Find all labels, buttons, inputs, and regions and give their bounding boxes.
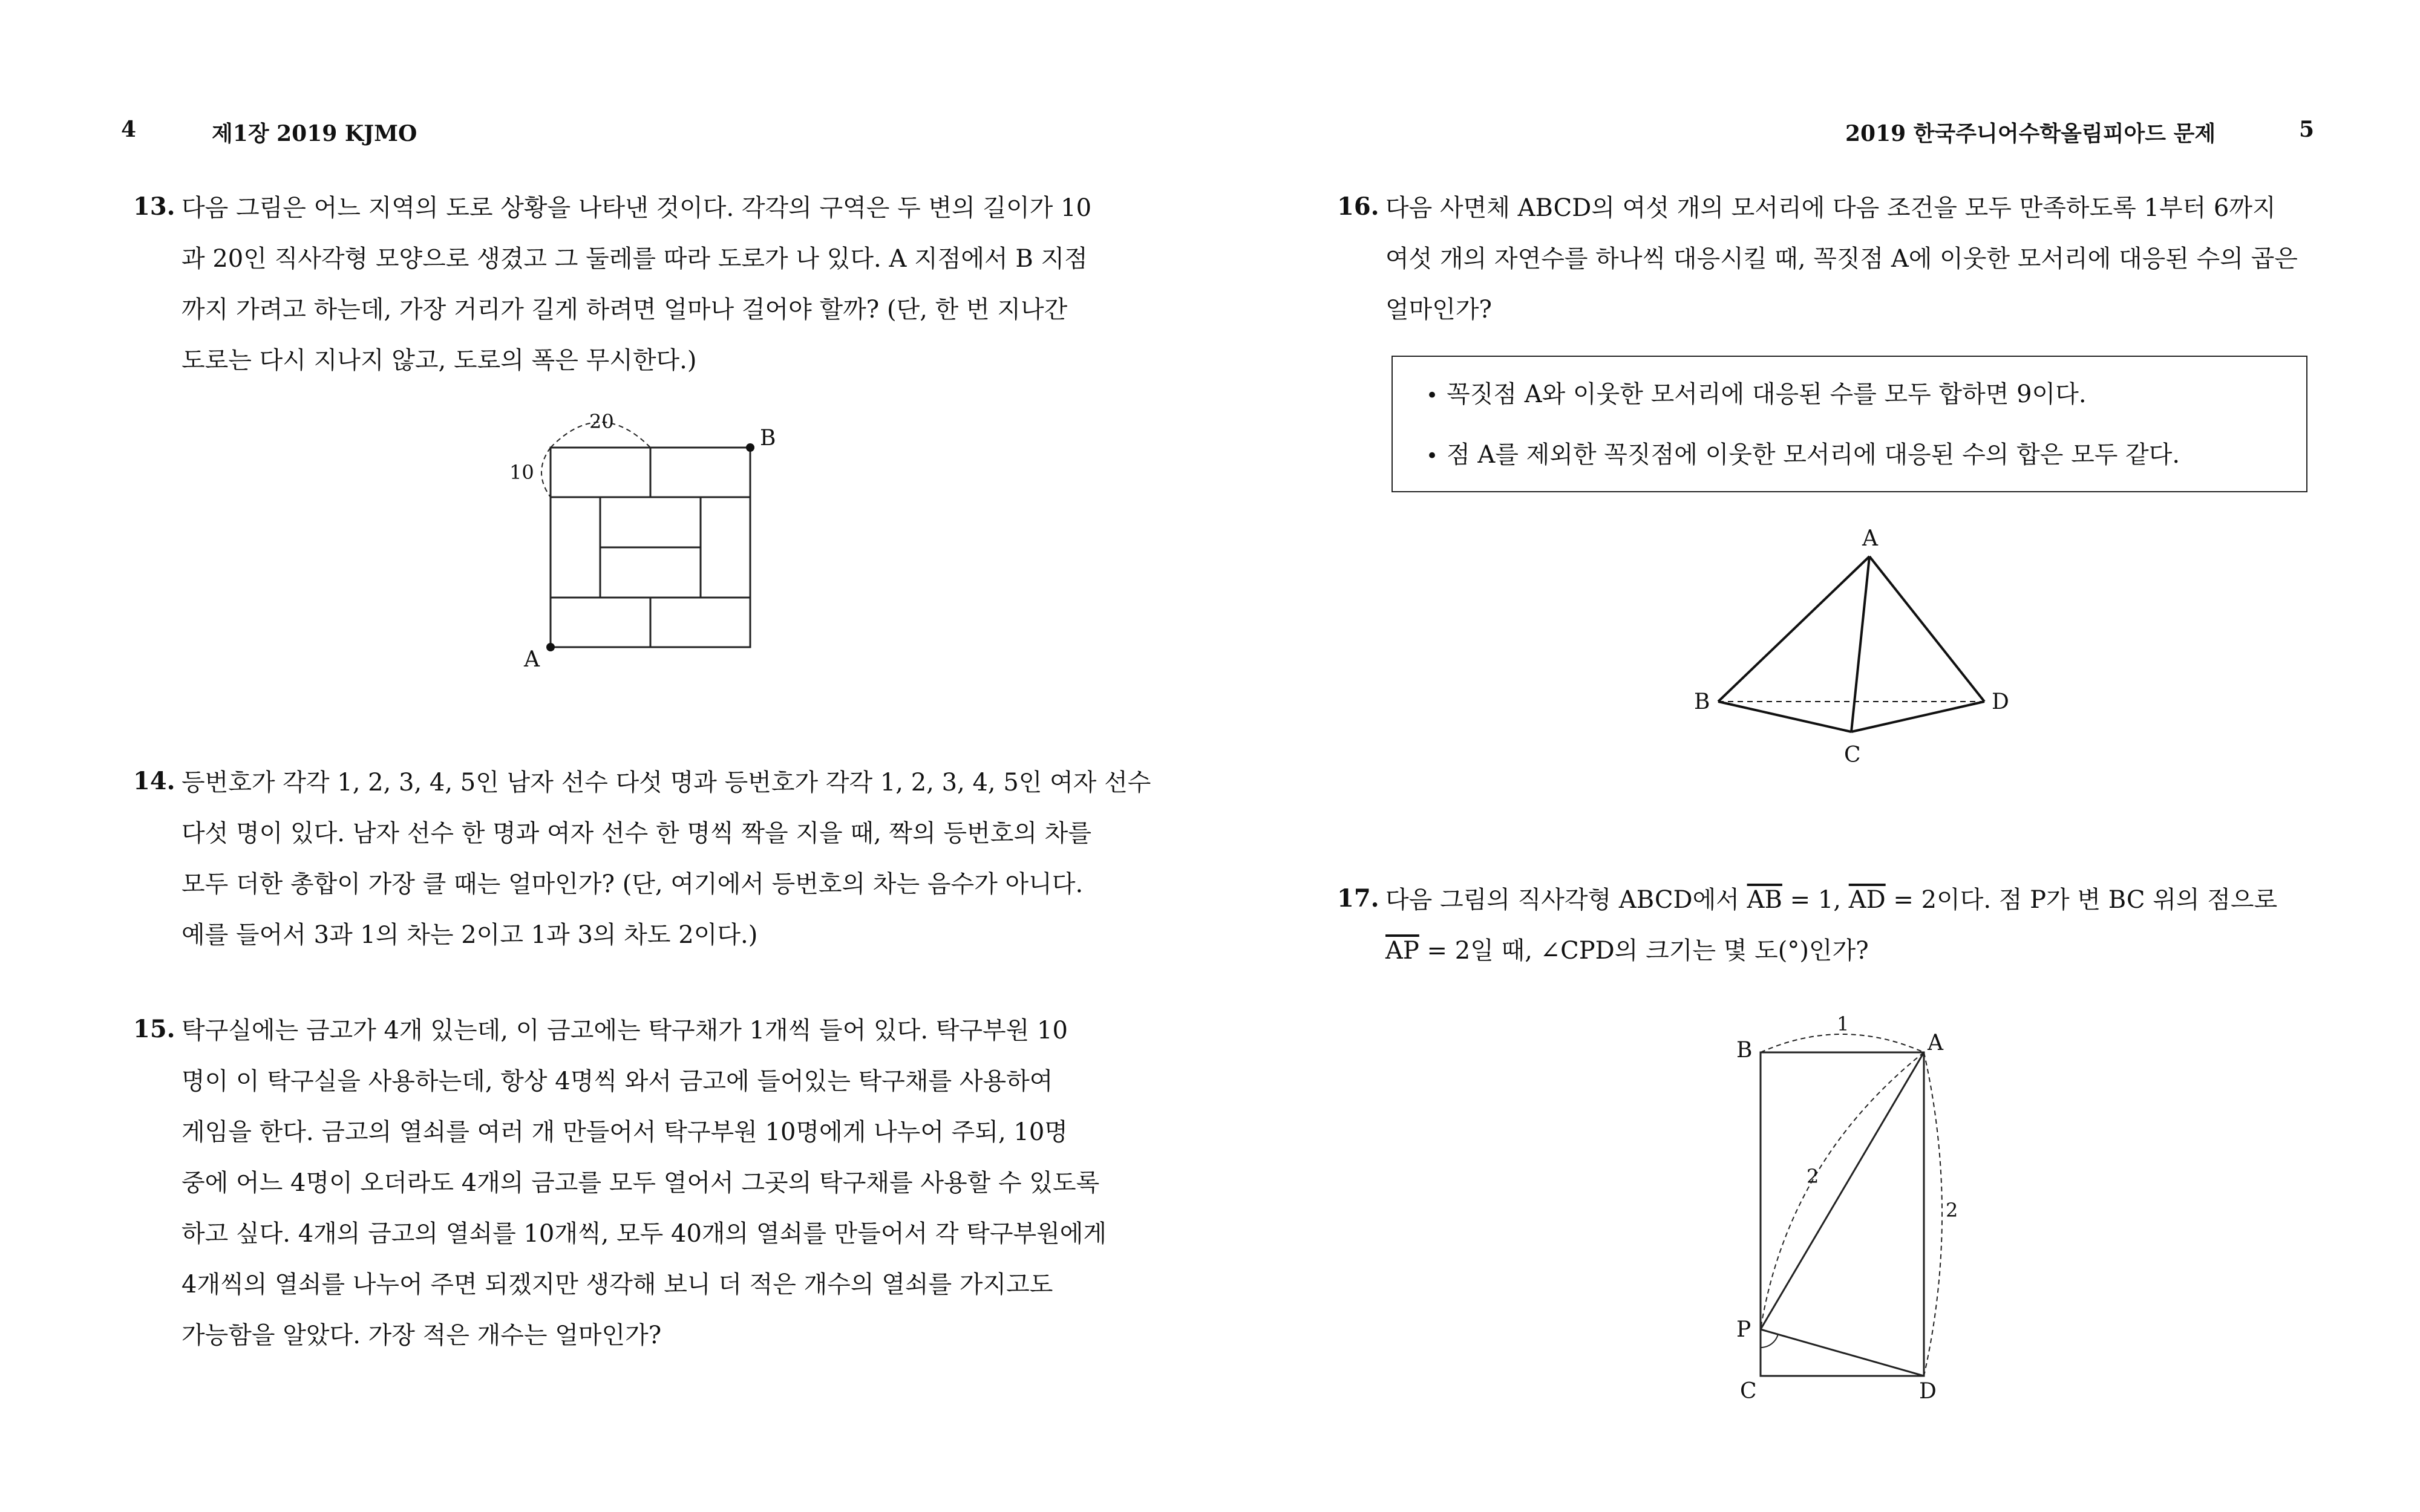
label-vertex-a: A: [1862, 526, 1878, 551]
label-ad-length: 2: [1946, 1199, 1958, 1222]
label-width-20: 20: [589, 410, 614, 433]
problem-text: [182, 1015, 1113, 1370]
problem-text: [182, 767, 1151, 970]
problem-line: 예를 들어서 3과 1의 차는 2이고 1과 3의 차도 2이다.): [182, 921, 758, 949]
segment-ab: $\overline{AB}$: [1747, 886, 1782, 914]
condition-text: 점 A를 제외한 꼭짓점에 이웃한 모서리에 대응된 수의 합은 모두 같다.: [1447, 441, 2180, 469]
problem-line: 등번호가 각각 1, 2, 3, 4, 5인 남자 선수 다섯 명과 등번호가 각각 1, 2, 3, 4, 5인 여자 선수: [182, 769, 1151, 797]
problem-line: 도로는 다시 지나지 않고, 도로의 폭은 무시한다.): [182, 347, 697, 374]
angle-cpd-mark: [1761, 1334, 1778, 1347]
right-page-number: 5: [2299, 117, 2315, 142]
label-ab-length: 1: [1837, 1012, 1849, 1035]
problem-line: [1385, 884, 2317, 935]
problem-line: [1385, 935, 2317, 986]
dimension-arc-ad: [1924, 1052, 1942, 1376]
tetrahedron-figure: [1670, 520, 2033, 774]
segment-ap: $\overline{AP}$: [1385, 937, 1419, 965]
label-vertex-d: D: [1992, 689, 2009, 714]
text-run: = 2이다. 점 P가 변 BC 위의 점으로: [1885, 886, 2278, 914]
text-run: = 1,: [1782, 886, 1849, 914]
segment-ad: $\overline{AD}$: [1848, 886, 1886, 914]
problem-line: 모두 더한 총합이 가장 클 때는 얼마인가? (단, 여기에서 등번호의 차는 음수가 아니다.: [182, 870, 1084, 898]
label-vertex-c: C: [1844, 743, 1861, 767]
text-run: 다음 그림의 직사각형 ABCD에서: [1385, 886, 1747, 914]
label-vertex-c: C: [1740, 1379, 1757, 1403]
label-height-10: 10: [509, 461, 534, 484]
problem-number: 13.: [133, 192, 175, 221]
label-vertex-d: D: [1919, 1379, 1937, 1403]
condition-text: 꼭짓점 A와 이웃한 모서리에 대응된 수를 모두 합하면 9이다.: [1447, 380, 2087, 408]
problem-line: 가능함을 알았다. 가장 적은 개수는 얼마인가?: [182, 1321, 662, 1349]
problem-line: 다섯 명이 있다. 남자 선수 한 명과 여자 선수 한 명씩 짝을 지을 때, 짝의 등번호의 차를: [182, 820, 1091, 847]
edge-ad: [1869, 556, 1984, 702]
problem-line: 중에 어느 4명이 오더라도 4개의 금고를 모두 열어서 그곳의 탁구채를 사용할 수 있도록: [182, 1169, 1100, 1197]
label-vertex-a: A: [1928, 1031, 1943, 1055]
dimension-arc-height: [541, 448, 551, 497]
problem-text: [1385, 884, 2317, 986]
label-vertex-b: B: [1736, 1038, 1753, 1063]
edge-ac: [1851, 556, 1869, 732]
bullet-icon: •: [1426, 444, 1439, 468]
problem-line: 다음 사면체 ABCD의 여섯 개의 모서리에 다음 조건을 모두 만족하도록 1부터 6까지: [1385, 194, 2276, 222]
problem-line: 과 20인 직사각형 모양으로 생겼고 그 둘레를 따라 도로가 나 있다. A 지점에서 B 지점: [182, 245, 1088, 273]
edge-ab: [1718, 556, 1869, 702]
label-point-p: P: [1736, 1317, 1751, 1342]
label-point-b: B: [760, 426, 776, 451]
problem-line: 명이 이 탁구실을 사용하는데, 항상 4명씩 와서 금고에 들어있는 탁구채를 사용하여: [182, 1067, 1053, 1095]
problem-line: 얼마인가?: [1385, 296, 1493, 324]
bullet-icon: •: [1426, 383, 1439, 408]
problem-line: 다음 그림은 어느 지역의 도로 상황을 나타낸 것이다. 각각의 구역은 두 변의 길이가 10: [182, 194, 1092, 222]
condition-item: [1426, 435, 2180, 470]
book-title: 2019 한국주니어수학올림피아드 문제: [1845, 121, 2216, 146]
conditions-box: [1392, 356, 2307, 492]
rectangle-figure: [1706, 1004, 1996, 1403]
problem-text: [182, 192, 1113, 396]
rectangle-abcd: [1761, 1052, 1924, 1376]
label-vertex-b: B: [1694, 689, 1710, 714]
problem-text: [1385, 192, 2317, 345]
problem-line: 게임을 한다. 금고의 열쇠를 여러 개 만들어서 탁구부원 10명에게 나누어 주되, 10명: [182, 1118, 1068, 1146]
problem-line: 까지 가려고 하는데, 가장 거리가 길게 하려면 얼마나 걸어야 할까? (단, 한 번 지나간: [182, 296, 1068, 324]
problem-number: 15.: [133, 1015, 175, 1043]
road-grid-figure: [496, 399, 786, 677]
condition-item: [1426, 375, 2087, 409]
problem-line: 하고 싶다. 4개의 금고의 열쇠를 10개씩, 모두 40개의 열쇠를 만들어서 각 탁구부원에게: [182, 1220, 1107, 1248]
edge-bc: [1718, 702, 1851, 732]
problem-line: 4개씩의 열쇠를 나누어 주면 되겠지만 생각해 보니 더 적은 개수의 열쇠를 가지고도: [182, 1271, 1053, 1299]
segment-pd-line: [1761, 1329, 1924, 1376]
edge-cd: [1851, 702, 1984, 732]
dimension-arc-ab: [1761, 1034, 1924, 1052]
problem-line: 여섯 개의 자연수를 하나씩 대응시킬 때, 꼭짓점 A에 이웃한 모서리에 대응된 수의 곱은: [1385, 245, 2298, 273]
segment-ap-line: [1761, 1052, 1924, 1329]
left-page-number: 4: [121, 117, 137, 142]
right-page: [1210, 0, 2420, 1512]
label-ap-length: 2: [1807, 1165, 1819, 1188]
problem-line: 탁구실에는 금고가 4개 있는데, 이 금고에는 탁구채가 1개씩 들어 있다. 탁구부원 10: [182, 1017, 1068, 1044]
problem-number: 16.: [1337, 192, 1379, 221]
chapter-title: 제1장 2019 KJMO: [212, 121, 417, 146]
text-run: = 2일 때, ∠CPD의 크기는 몇 도(°)인가?: [1419, 937, 1869, 965]
point-a-marker: [546, 643, 555, 651]
point-b-marker: [746, 443, 754, 452]
problem-number: 17.: [1337, 884, 1379, 913]
problem-number: 14.: [133, 767, 175, 795]
label-point-a: A: [524, 647, 540, 672]
